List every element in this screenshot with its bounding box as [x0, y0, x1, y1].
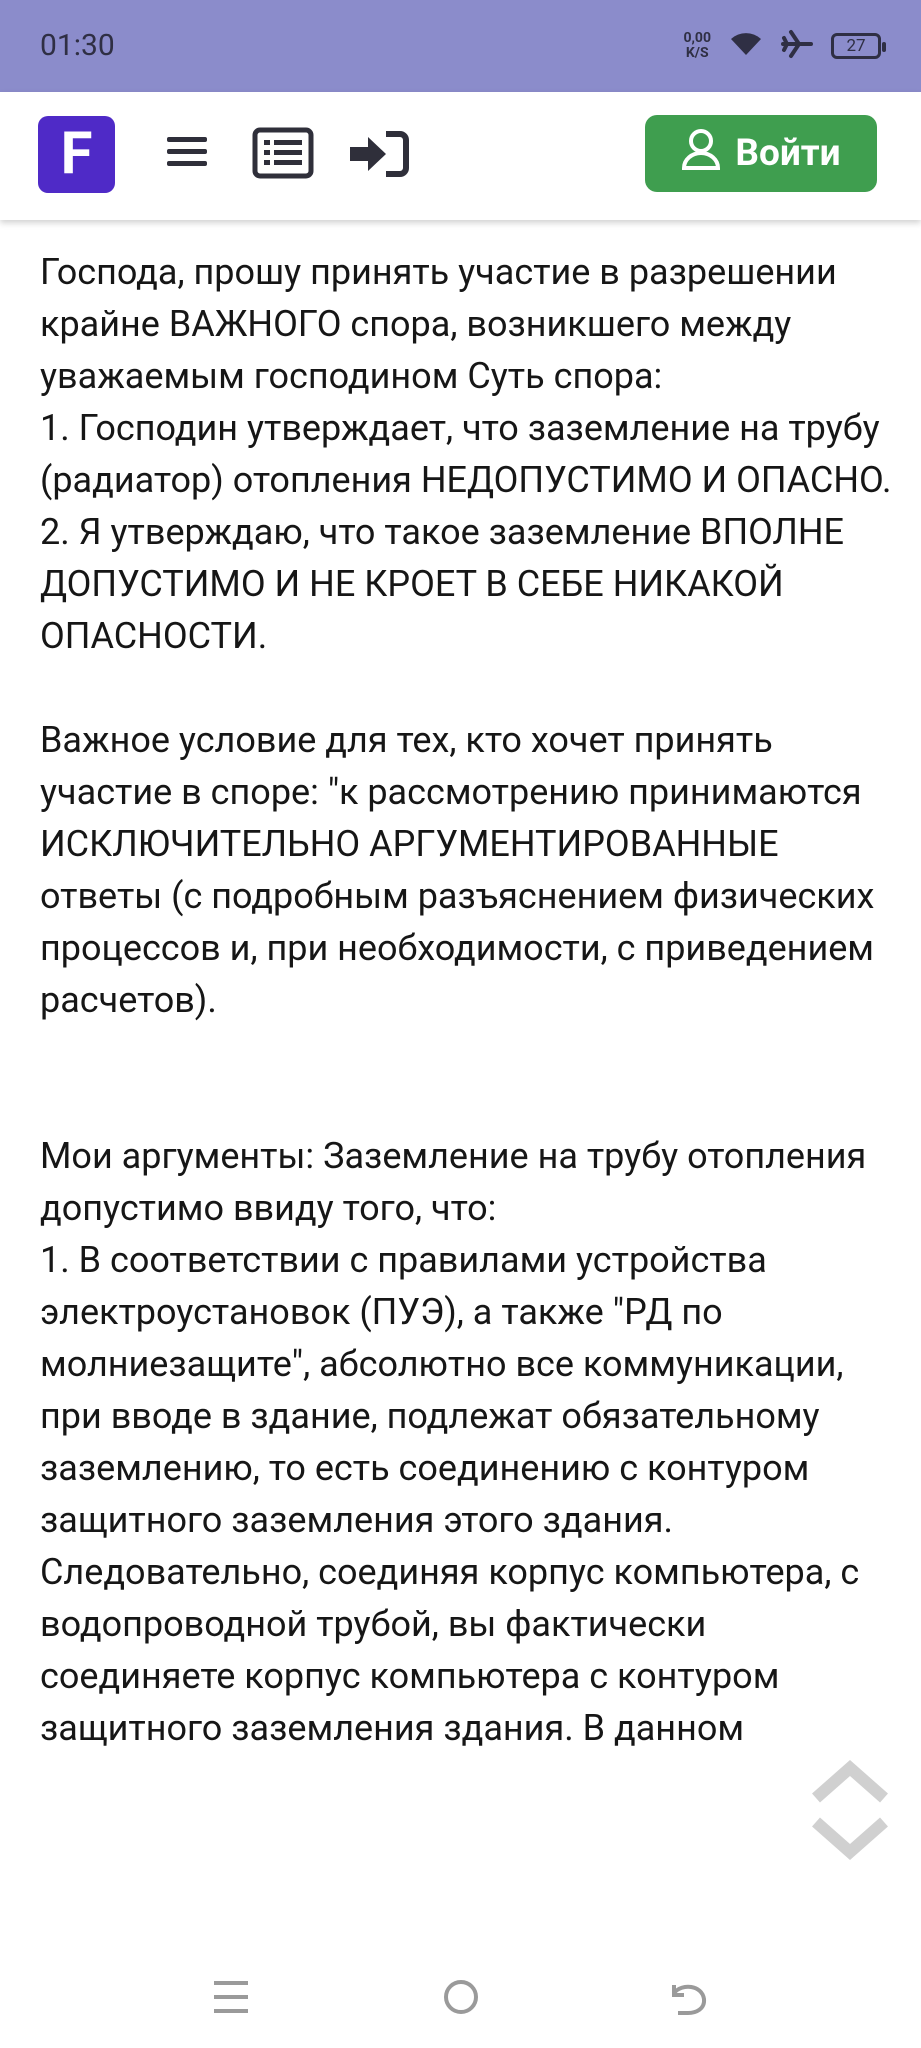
post-paragraph: Господа, прошу принять участие в разрешении крайне ВАЖНОГО спора, возникшего между уважаемым господином Суть спора: 1. Господин утверждает, что заземление на трубу (радиатор) отопления НЕДОПУСТИМО И ОПАСНО. 2. Я утверждаю, что такое заземление ВПОЛНЕ ДОПУСТИМО И НЕ КРОЕТ В СЕБЕ НИКАКОЙ ОПАСНОСТИ. — [40, 251, 892, 657]
login-button[interactable] — [645, 115, 877, 192]
scroll-down-icon[interactable] — [812, 1816, 888, 1864]
wifi-icon — [729, 31, 763, 61]
app-header — [0, 92, 921, 220]
status-bar — [0, 0, 921, 92]
net-speed-value: 0,00 — [683, 30, 711, 46]
post-content[interactable] — [0, 220, 921, 1953]
recents-icon[interactable] — [212, 1977, 250, 2021]
menu-icon[interactable] — [165, 129, 209, 177]
user-icon — [681, 128, 721, 180]
battery-level: 27 — [846, 36, 866, 56]
net-speed-unit: K/S — [685, 45, 709, 61]
sign-in-icon[interactable] — [348, 130, 410, 182]
list-icon[interactable] — [252, 127, 314, 183]
net-speed — [683, 31, 711, 61]
back-icon[interactable] — [668, 1977, 710, 2021]
scroll-up-icon[interactable] — [812, 1760, 888, 1808]
post-paragraph: Важное условие для тех, кто хочет принять участие в споре: "к рассмотрению принимаются ИСКЛЮЧИТЕЛЬНО АРГУМЕНТИРОВАННЫЕ ответы (с подробным разъяснением физических процессов и, при необходимости, с приведением расчетов). — [40, 719, 875, 1021]
site-logo[interactable] — [38, 116, 115, 193]
post-paragraph: Мои аргументы: Заземление на трубу отопления допустимо ввиду того, что: 1. В соответствии с правилами устройства электроустановок (ПУЭ), а также "РД по молниезащите", абсолютно все коммуникации, при вводе в здание, подлежат обязательному заземлению, то есть соединению с контуром защитного заземления этого здания. Следовательно, соединяя корпус компьютера, с водопроводной трубой, вы фактически соединяете корпус компьютера с контуром защитного заземления здания. В данном — [40, 1135, 867, 1749]
status-time: 01:30 — [40, 28, 115, 63]
post-body — [40, 246, 900, 1754]
system-nav-bar — [0, 1953, 921, 2048]
login-label: Войти — [735, 132, 841, 175]
logo-letter: F — [60, 120, 93, 188]
status-icons — [683, 24, 881, 68]
airplane-icon — [781, 29, 813, 63]
home-icon[interactable] — [441, 1977, 481, 2021]
battery-icon — [831, 33, 881, 59]
